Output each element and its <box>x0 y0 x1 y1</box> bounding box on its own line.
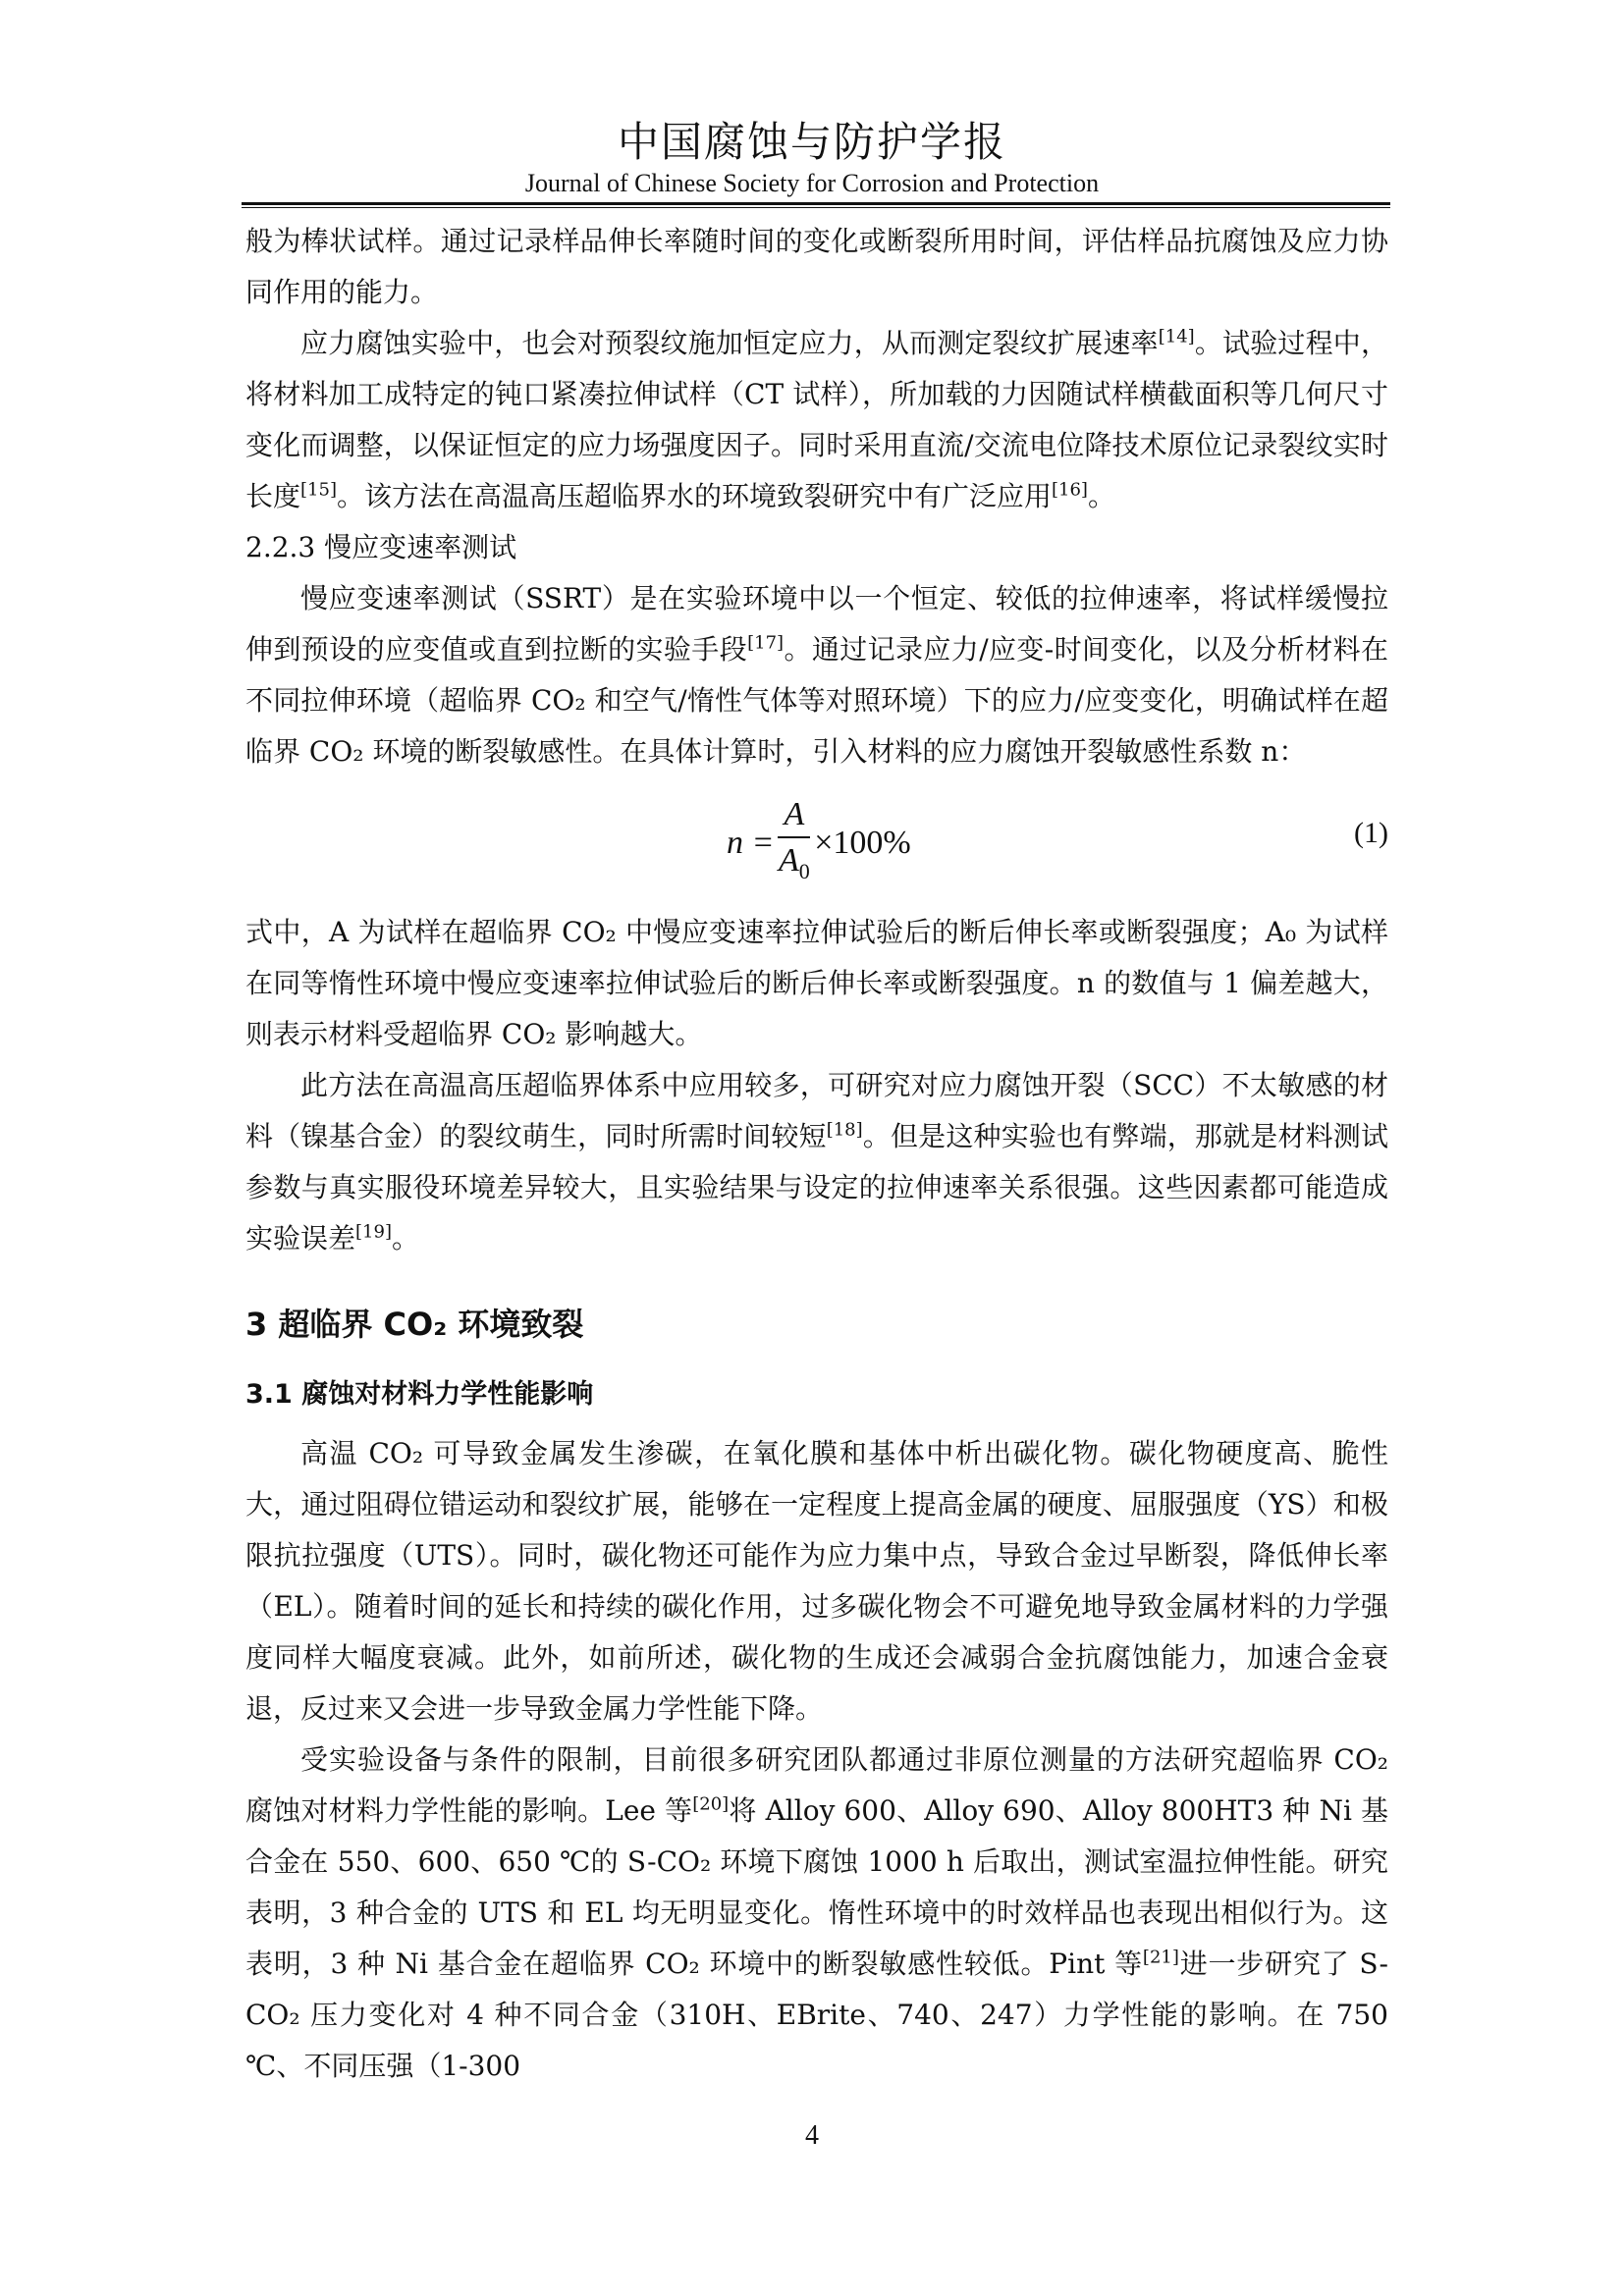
article-body <box>245 216 1388 2092</box>
text: 此方法在高温高压超临界体系中应用较多，可研究对应力腐蚀开裂（SCC）不太敏感的材料（镍基合金）的裂纹萌生，同时所需时间较短 <box>245 1069 1388 1152</box>
text: 高温 CO₂ 可导致金属发生渗碳，在氧化膜和基体中析出碳化物。碳化物硬度高、脆性大，通过阻碍位错运动和裂纹扩展，能够在一定程度上提高金属的硬度、屈服强度（YS）和极限抗拉强度（UTS）。同时，碳化物还可能作为应力集中点，导致合金过早断裂，降低伸长率（EL）。随着时间的延长和持续的碳化作用，过多碳化物会不可避免地导致金属材料的力学强度同样大幅度衰减。此外，如前所述，碳化物的生成还会减弱合金抗腐蚀能力，加速合金衰退，反过来又会进一步导致金属力学性能下降。 <box>245 1437 1388 1725</box>
equation-denominator <box>779 838 810 894</box>
paragraph-continuation <box>245 216 1388 318</box>
section-heading-3-1: 3.1 腐蚀对材料力学性能影响 <box>245 1379 594 1410</box>
paragraph-ssrt-pros-cons <box>245 1060 1388 1264</box>
citation: [17] <box>747 632 785 654</box>
equation-numerator: A <box>778 793 810 838</box>
journal-title-cn: 中国腐蚀与防护学报 <box>617 118 1006 166</box>
subsection-heading-2-2-3: 2.2.3 慢应变速率测试 <box>245 531 517 563</box>
text: 。 <box>1087 480 1115 512</box>
text: 进一步研究了 S-CO₂ 压力变化对 4 种不同合金（310H、EBrite、740、247）力学性能的影响。在 750 ℃、不同压强（1-300 <box>245 1948 1388 2082</box>
citation: [20] <box>692 1793 730 1815</box>
paragraph-carbide-effects <box>245 1428 1388 1735</box>
equation-1 <box>245 783 1388 901</box>
text: 受实验设备与条件的限制，目前很多研究团队都通过非原位测量的方法研究超临界 CO₂ 腐蚀对材料力学性能的影响。Lee 等 <box>245 1743 1388 1827</box>
text: 将 Alloy 600、Alloy 690、Alloy 800HT3 种 Ni 基合金在 550、600、650 ℃的 S-CO₂ 环境下腐蚀 1000 h 后取出，测试室温拉伸性能。研究表明，3 种合金的 UTS 和 EL 均无明显变化。惰性环境中的时效样品也表现出相似行为。这表明，3 种 Ni 基合金在超临界 CO₂ 环境中的断裂敏感性较低。Pint 等 <box>245 1794 1388 1980</box>
journal-title-en: Journal of Chinese Society for Corrosion and Protection <box>524 169 1100 197</box>
citation: [21] <box>1142 1947 1179 1968</box>
text: 。但是这种实验也有弊端，那就是材料测试参数与真实服役环境差异较大，且实验结果与设定的拉伸速率关系很强。这些因素都可能造成实验误差 <box>245 1120 1388 1255</box>
citation: [18] <box>826 1119 863 1141</box>
paragraph-crack-growth <box>245 318 1388 522</box>
page-number: 4 <box>805 2120 819 2151</box>
text: 。 <box>391 1222 419 1255</box>
den-sub: 0 <box>798 858 810 883</box>
text: 慢应变速率测试（SSRT）是在实验环境中以一个恒定、较低的拉伸速率，将试样缓慢拉伸到预设的应变值或直到拉断的实验手段 <box>245 582 1388 666</box>
citation: [14] <box>1158 326 1195 347</box>
text: 。通过记录应力/应变-时间变化，以及分析材料在不同拉伸环境（超临界 CO₂ 和空气/惰性气体等对照环境）下的应力/应变变化，明确试样在超临界 CO₂ 环境的断裂敏感性。在具体计算时，引入材料的应力腐蚀开裂敏感性系数 n： <box>245 633 1388 768</box>
text: 。该方法在高温高压超临界水的环境致裂研究中有广泛应用 <box>336 480 1052 512</box>
equation-fraction <box>778 793 810 894</box>
paragraph-ssrt <box>245 573 1388 777</box>
paragraph-equation-explanation <box>245 907 1388 1060</box>
paragraph-ex-situ-studies <box>245 1735 1388 2092</box>
header-rule-thin <box>242 207 1390 208</box>
citation: [16] <box>1051 479 1088 501</box>
text: 应力腐蚀实验中，也会对预裂纹施加恒定应力，从而测定裂纹扩展速率 <box>300 327 1159 359</box>
header-rule <box>242 202 1390 205</box>
text: 式中，A 为试样在超临界 CO₂ 中慢应变速率拉伸试验后的断后伸长率或断裂强度；A₀ 为试样在同等惰性环境中慢应变速率拉伸试验后的断后伸长率或断裂强度。n 的数值与 1 偏差越大，则表示材料受超临界 CO₂ 影响越大。 <box>245 916 1388 1050</box>
equation-rhs: ×100% <box>814 825 911 862</box>
paragraph-text: 般为棒状试样。通过记录样品伸长率随时间的变化或断裂所用时间，评估样品抗腐蚀及应力协同作用的能力。 <box>245 225 1388 308</box>
den-var: A <box>778 842 799 879</box>
citation: [15] <box>300 479 337 501</box>
section-heading-3: 3 超临界 CO₂ 环境致裂 <box>245 1306 584 1343</box>
citation: [19] <box>355 1221 392 1243</box>
equation-lhs: n = <box>727 825 775 862</box>
equation-number: (1) <box>1354 817 1388 849</box>
text: 。试验过程中，将材料加工成特定的钝口紧凑拉伸试样（CT 试样），所加载的力因随试样横截面积等几何尺寸变化而调整，以保证恒定的应力场强度因子。同时采用直流/交流电位降技术原位记录裂纹实时长度 <box>245 327 1388 512</box>
